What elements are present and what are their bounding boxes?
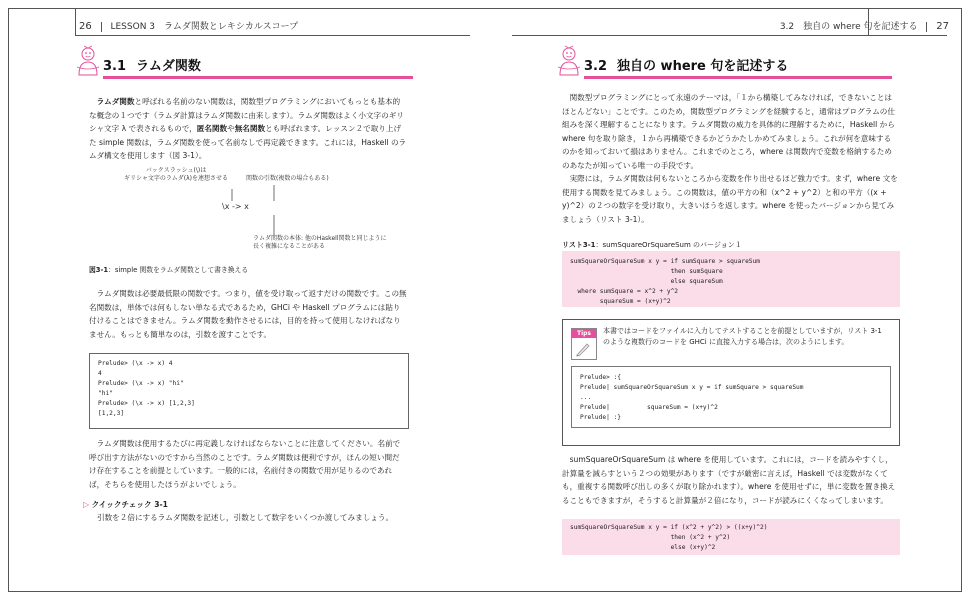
term-lambda: ラムダ関数	[96, 97, 135, 106]
tips-code-text: Prelude> :{ Prelude| sumSquareOrSquareSum x y = if sumSquare > squareSum ... Prelude| squareSum = (x+y)^2 Prelude| :}	[580, 374, 804, 421]
section-heading-3-2	[556, 49, 892, 81]
quick-check-heading	[83, 499, 168, 510]
running-head-text-left: LESSON 3 ラムダ関数とレキシカルスコープ	[110, 22, 299, 32]
figure-caption-label: 図3-1	[89, 266, 109, 274]
code-block-ghci	[89, 353, 409, 429]
listing-3-1-label	[562, 240, 742, 250]
mascot-icon	[75, 45, 101, 79]
section-bar	[584, 76, 892, 79]
para1-text-b: や	[227, 124, 235, 134]
paragraph-3	[89, 437, 407, 491]
section-title: ラムダ関数	[136, 59, 201, 74]
code-listing-3-1-text: sumSquareOrSquareSum x y = if sumSquare > squareSum then sumSquare else squareSum where sumSquare = x^2 + y^2 squareSum = (x+y)^2	[570, 258, 760, 305]
section-bar	[103, 76, 413, 79]
code-block-no-where	[562, 519, 900, 555]
figure-caption	[89, 264, 248, 274]
listing-text: ：sumSquareOrSquareSum のバージョン１	[595, 241, 742, 249]
code-no-where-text: sumSquareOrSquareSum x y = if (x^2 + y^2) > ((x+y)^2) then (x^2 + y^2) else (x+y)^2	[570, 524, 768, 551]
fig-note-body: ラムダ関数の本体: 他のHaskell関数と同じように 長く複雑になることがある	[253, 235, 387, 250]
fig-note-backslash: バックスラッシュ(\)は ギリシャ文字のラムダ(λ)を連想させる	[123, 167, 229, 182]
fig-lambda-expression: \x -> x	[222, 202, 249, 211]
section-number: 3.2	[584, 59, 608, 74]
quick-check-title: クイックチェック 3-1	[91, 500, 168, 509]
paragraph-1-text: 関数型プログラミングにとって永遠のテーマは，「１から構築してみなければ，できないことはほとんどない」ことです。このため，関数型プログラミングを経験すると，通常はプログラムの仕組みを深く理解することになります。ラムダ関数の威力を具体的に理解するために，Haskell から where 句を取り除き，１から再構築できるかどうかたしかめてみましょう。これが何を意味するのかを知っておいて損はありません。これまでのところ，where は関数内で変数を格納するためのあなたが知っている唯一の手段です。	[562, 93, 895, 170]
paragraph-2	[562, 172, 898, 226]
running-head-left	[79, 19, 298, 32]
quick-check-text: 引数を２倍にするラムダ関数を記述し，引数として数字をいくつか渡してみましょう。	[97, 513, 394, 522]
right-page	[486, 9, 963, 591]
tips-box	[562, 319, 900, 446]
paragraph-3	[562, 453, 898, 507]
head-tick	[75, 9, 76, 35]
code-ghci-text: Prelude> (\x -> x) 4 4 Prelude> (\x -> x) "hi" "hi" Prelude> (\x -> x) [1,2,3] [1,2,3]	[98, 360, 195, 417]
book-spread	[8, 8, 962, 592]
page-number-left: 26	[79, 21, 92, 32]
header-rule-right	[512, 35, 947, 36]
term-nameless: 無名関数	[234, 124, 266, 134]
term-anonymous: 匿名関数	[196, 124, 228, 134]
paragraph-1	[562, 91, 898, 173]
running-head-right	[780, 19, 949, 32]
tips-text: 本書ではコードをファイルに入力してテストすることを前提としていますが，リスト 3-1 のような複数行のコードを GHCi に直接入力する場合は，次のようにします。	[603, 327, 882, 346]
tips-code-box	[571, 366, 891, 428]
tips-label: Tips	[572, 329, 596, 338]
para1-text-c: とも呼ばれます。レッスン２で取り上げた simple 関数は，ラムダ関数を使って名前なしで再定義できます。これには，Haskell のラムダ構文を使用します（図 3-1）。	[89, 124, 407, 161]
triangle-icon: ▷	[83, 500, 90, 509]
header-rule-left	[75, 35, 470, 36]
fig-note-arg: 関数の引数(複数の場合もある)	[246, 175, 329, 182]
mascot-icon	[556, 45, 582, 79]
pen-icon	[575, 340, 593, 357]
paragraph-1	[89, 95, 407, 163]
page-number-right: 27	[936, 21, 949, 32]
section-number: 3.1	[103, 59, 127, 74]
paragraph-2-text: 実際には，ラムダ関数は何もないところから変数を作り出せるほど強力です。まず，where 文を使用する関数を見てみましょう。この関数は，値の平方の和（x^2 + y^2）と和の平方（(x + y)^2）の２つの数字を受け取り，大きいほうを返します。where を使ったバージョンから見てみましょう（リスト 3-1）。	[562, 174, 898, 224]
section-title: 独自の where 句を記述する	[617, 59, 789, 74]
left-page	[9, 9, 486, 591]
running-head-text-right: 3.2 独自の where 句を記述する	[779, 22, 918, 32]
tips-badge	[571, 328, 597, 360]
paragraph-2	[89, 287, 407, 341]
section-heading-3-1	[75, 49, 413, 81]
figure-caption-text: ：simple 関数をラムダ関数として書き換える	[108, 266, 249, 274]
paragraph-2-text: ラムダ関数は必要最低限の関数です。つまり，値を受け取って返すだけの関数です。この無名関数は，単体では何もしない単なる式であるため，GHCi や Haskell プログラムには貼り付けることはできません。ラムダ関数を動作させるには，目的を持って使用しなければなりません。もっとも簡単なのは，引数を渡すことです。	[89, 289, 407, 339]
code-block-listing-3-1	[562, 251, 900, 307]
listing-label: リスト3-1	[562, 241, 596, 249]
paragraph-3-text: ラムダ関数は使用するたびに再定義しなければならないことに注意してください。名前で呼び出す方法がないのですから当然のことです。ラムダ関数は便利ですが，ほんの短い間だけ存在することを前提としています。一般的には，名前付きの関数で用が足りるのであれば，そちらを使用したほうがよいでしょう。	[89, 439, 401, 489]
para1-text-a: と呼ばれる名前のない関数は，関数型プログラミングにおいてもっとも基本的な概念の１つです（ラムダ計算はラムダ関数に由来します）。ラムダ関数はよく小文字のギリシャ文字 λ で表されるもので，	[89, 97, 404, 134]
paragraph-3-text: sumSquareOrSquareSum は where を使用しています。これには，コードを読みやすくし，計算量を減らすという２つの効果があります（ですが厳密に言えば，Haskell では変数がなくても，重複する関数呼び出しの多くが取り除かれます）。where を使用せずに，単に変数を置き換えることもできますが，そうすると計算量が２倍になり，コードが読みにくくなってしまいます。	[562, 455, 896, 505]
